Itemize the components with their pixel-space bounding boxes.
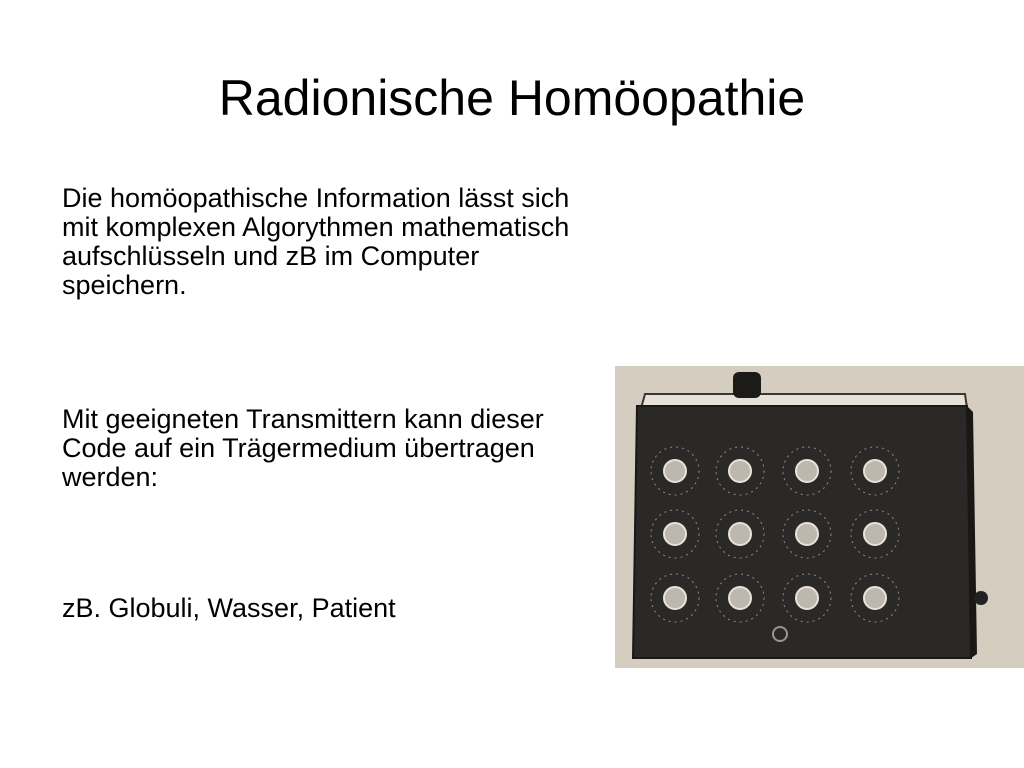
dial-knob-icon [729,460,751,482]
dial-knob-icon [864,460,886,482]
dial-knob-icon [864,587,886,609]
radionic-device-photo [615,366,1024,668]
dial-knob-icon [864,523,886,545]
dial-knob-icon [796,587,818,609]
dial-knob-icon [729,587,751,609]
slide-title: Radionische Homöopathie [218,70,806,126]
dial-knob-icon [729,523,751,545]
dial-knob-icon [664,460,686,482]
dial-knob-icon [796,523,818,545]
paragraph-information: Die homöopathische Information lässt sich mit komplexen Algorythmen mathematisch aufschlüsseln und zB im Computer speichern. [62,183,570,300]
dial-knob-icon [664,587,686,609]
paragraph-examples: zB. Globuli, Wasser, Patient [62,593,396,623]
dial-knob-icon [664,523,686,545]
paragraph-transmitter: Mit geeigneten Transmittern kann dieser Code auf ein Trägermedium übertragen werden: [62,404,544,492]
dial-knob-icon [796,460,818,482]
